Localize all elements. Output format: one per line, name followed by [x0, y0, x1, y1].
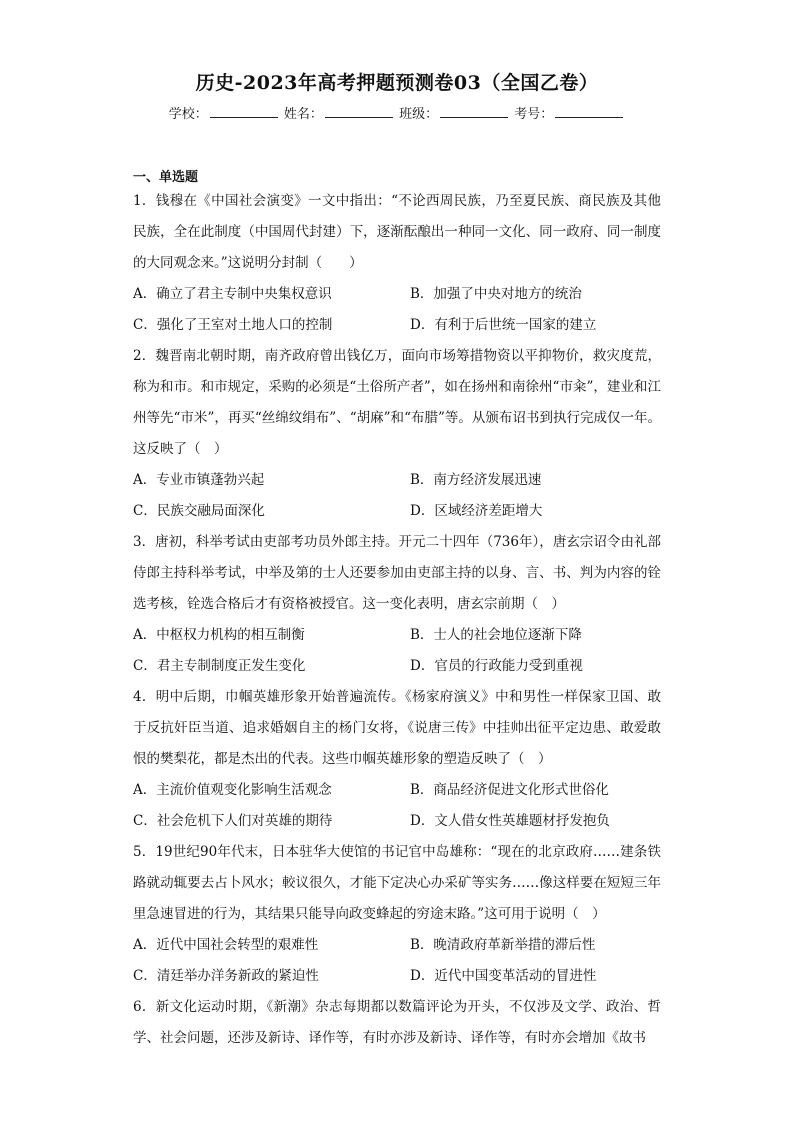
- class-label: 班级：: [399, 107, 439, 122]
- school-blank[interactable]: [210, 105, 278, 118]
- options: [133, 775, 661, 837]
- question: [133, 682, 661, 837]
- option-a[interactable]: A．近代中国社会转型的艰难性: [133, 937, 319, 953]
- option-a[interactable]: A．中枢权力机构的相互制衡: [133, 627, 305, 643]
- question-stem: 6．新文化运动时期，《新潮》杂志每期都以数篇评论为开头，不仅涉及文学、政治、哲学、社会问题，还涉及新诗、译作等，有时亦涉及新诗、译作等，有时亦会增加《故书: [133, 999, 661, 1046]
- option-c[interactable]: C．清廷举办洋务新政的紧迫性: [133, 968, 319, 984]
- question-stem: 4．明中后期，巾帼英雄形象开始普遍流传。《杨家府演义》中和男性一样保家卫国、敢于反抗奸臣当道、追求婚姻自主的杨门女将，《说唐三传》中挂帅出征平定边患、敢爱敢恨的樊梨花，都是杰出的代表。这些巾帼英雄形象的塑造反映了（ ）: [133, 689, 661, 767]
- options: [133, 930, 661, 992]
- options: [133, 620, 661, 682]
- question-stem: 2．魏晋南北朝时期，南齐政府曾出钱亿万，面向市场筹措物资以平抑物价，救灾度荒，称为和市。和市规定，采购的必须是“土俗所产者”，如在扬州和南徐州“市籴”，建业和江州等先“市米”，再买“丝绵纹绢布”、“胡麻”和“布腊”等。从颁布诏书到执行完成仅一年。这反映了（ ）: [133, 348, 661, 457]
- option-a[interactable]: A．专业市镇蓬勃兴起: [133, 472, 265, 488]
- options: [133, 465, 661, 527]
- option-b[interactable]: B．南方经济发展迅速: [410, 472, 542, 488]
- question-stem: 5．19世纪90年代末，日本驻华大使馆的书记官中岛雄称：“现在的北京政府……建条铁路就动辄要去占卜风水；較议很久，才能下定决心办采矿等实务……像这样要在短短三年里急速冒进的行为，其结果只能导向政变蜂起的穷途末路。”这可用于说明（ ）: [133, 844, 661, 922]
- option-c[interactable]: C．强化了王室对土地人口的控制: [133, 317, 333, 333]
- option-b[interactable]: B．商品经济促进文化形式世俗化: [410, 782, 609, 798]
- question-stem: 3．唐初，科举考试由吏部考功员外郎主持。开元二十四年（736年），唐玄宗诏令由礼部侍郎主持科举考试，中举及第的士人还要参加由吏部主持的以身、言、书、判为内容的铨选考核，铨选合格后才有资格被授官。这一变化表明，唐玄宗前期（ ）: [133, 534, 661, 612]
- option-d[interactable]: D．有利于后世统一国家的建立: [410, 317, 597, 333]
- option-c[interactable]: C．社会危机下人们对英雄的期待: [133, 813, 333, 829]
- option-c[interactable]: C．君主专制制度正发生变化: [133, 658, 306, 674]
- question: [133, 527, 661, 682]
- questions-container: [133, 186, 661, 1054]
- question: [133, 186, 661, 341]
- name-label: 姓名：: [283, 107, 323, 122]
- exam-no-blank[interactable]: [555, 105, 623, 118]
- question: [133, 341, 661, 527]
- option-c[interactable]: C．民族交融局面深化: [133, 503, 265, 519]
- exam-no-label: 考号：: [514, 107, 554, 122]
- name-blank[interactable]: [325, 105, 393, 118]
- option-b[interactable]: B．晚清政府革新举措的滞后性: [410, 937, 596, 953]
- option-d[interactable]: D．近代中国变革活动的冒进性: [410, 968, 597, 984]
- options: [133, 279, 661, 341]
- option-a[interactable]: A．确立了君主专制中央集权意识: [133, 286, 332, 302]
- class-blank[interactable]: [440, 105, 508, 118]
- question: [133, 992, 661, 1054]
- question: [133, 837, 661, 992]
- option-d[interactable]: D．官员的行政能力受到重视: [410, 658, 583, 674]
- option-d[interactable]: D．区域经济差距增大: [410, 503, 543, 519]
- page-title: 历史-2023年高考押题预测卷03（全国乙卷）: [195, 72, 599, 94]
- question-stem: 1．钱穆在《中国社会演变》一文中指出：“不论西周民族，乃至夏民族、商民族及其他民族，全在此制度（中国周代封建）下，逐渐酝酿出一种同一文化、同一政府、同一制度的大同观念来。”这说明分封制（ ）: [133, 193, 661, 271]
- school-label: 学校：: [168, 107, 208, 122]
- option-a[interactable]: A．主流价值观变化影响生活观念: [133, 782, 332, 798]
- option-b[interactable]: B．加强了中央对地方的统治: [410, 286, 582, 302]
- option-b[interactable]: B．士人的社会地位逐渐下降: [410, 627, 582, 643]
- option-d[interactable]: D．文人借女性英雄题材抒发抱负: [410, 813, 610, 829]
- student-info-line: [0, 103, 794, 122]
- section-heading: 一、单选题: [133, 170, 199, 185]
